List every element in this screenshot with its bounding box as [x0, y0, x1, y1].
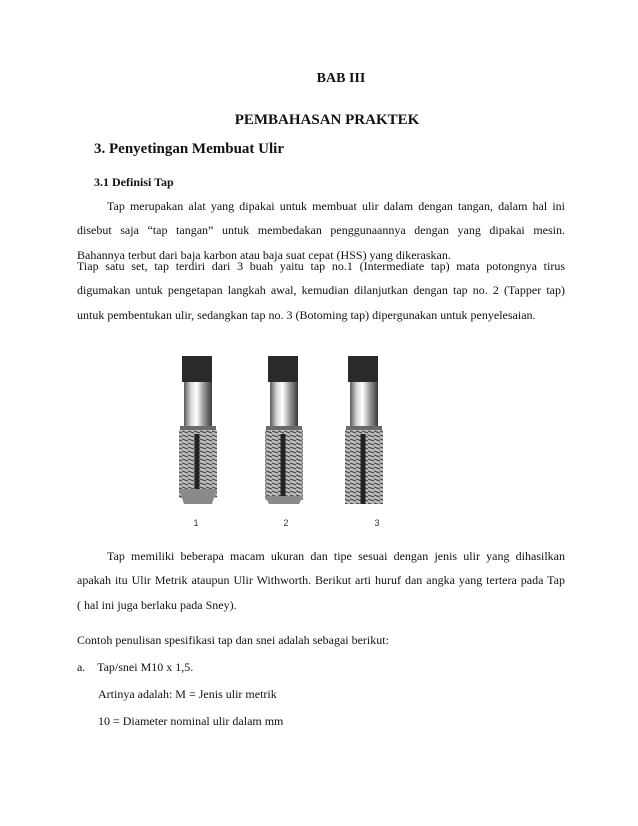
paragraph-line: Tap merupakan alat yang dipakai untuk membuat ulir dalam dengan tangan, dalam hal ini [107, 199, 565, 213]
chapter-title: PEMBAHASAN PRAKTEK [234, 112, 420, 128]
paragraph-line: digumakan untuk pengetapan langkah awal, kemudian dilanjutkan dengan tap no. 2 (Tapper tap) [77, 283, 565, 298]
example-intro: Contoh penulisan spesifikasi tap dan snei adalah sebagai berikut: [77, 633, 389, 647]
tap-2 [265, 356, 303, 504]
paragraph-line: Tiap satu set, tap terdiri dari 3 buah yaitu tap no.1 (Intermediate tap) mata potongnya tirus [77, 259, 565, 273]
tap-3 [345, 356, 383, 504]
example-item-a: a. Tap/snei M10 x 1,5. [77, 660, 194, 674]
example-meaning-m: Artinya adalah: M = Jenis ulir metrik [98, 687, 277, 701]
tap-set-figure [176, 354, 416, 539]
tap-label-1: 1 [193, 518, 199, 528]
paragraph-line: untuk pembentukan ulir, sedangkan tap no. 3 (Botoming tap) dipergunakan untuk penyelesaian. [77, 307, 536, 322]
paragraph-line: disebut saja “tap tangan” untuk membedakan penggunaannya dengan yang dipakai mesin. [77, 223, 565, 238]
paragraph-line: ( hal ini juga berlaku pada Sney). [77, 597, 237, 612]
tap-1 [179, 356, 217, 504]
tap-label-3: 3 [374, 518, 380, 528]
paragraph-line: Bahannya terbut dari baja karbon atau baja suat cepat (HSS) yang dikeraskan. [77, 247, 451, 262]
tap-set-illustration [176, 354, 416, 534]
paragraph-line: Tap memiliki beberapa macam ukuran dan tipe sesuai dengan jenis ulir yang dihasilkan [107, 549, 565, 563]
section-heading: 3. Penyetingan Membuat Ulir [94, 141, 284, 157]
paragraph-tap-types [77, 544, 565, 617]
chapter-heading: BAB III [316, 71, 366, 86]
example-meaning-diameter: 10 = Diameter nominal ulir dalam mm [98, 714, 284, 728]
tap-label-2: 2 [283, 518, 289, 528]
subsection-heading: 3.1 Definisi Tap [94, 175, 174, 189]
paragraph-tap-set [77, 254, 565, 327]
paragraph-line: apakah itu Ulir Metrik ataupun Ulir Withworth. Berikut arti huruf dan angka yang tertera pada Tap [77, 573, 565, 588]
